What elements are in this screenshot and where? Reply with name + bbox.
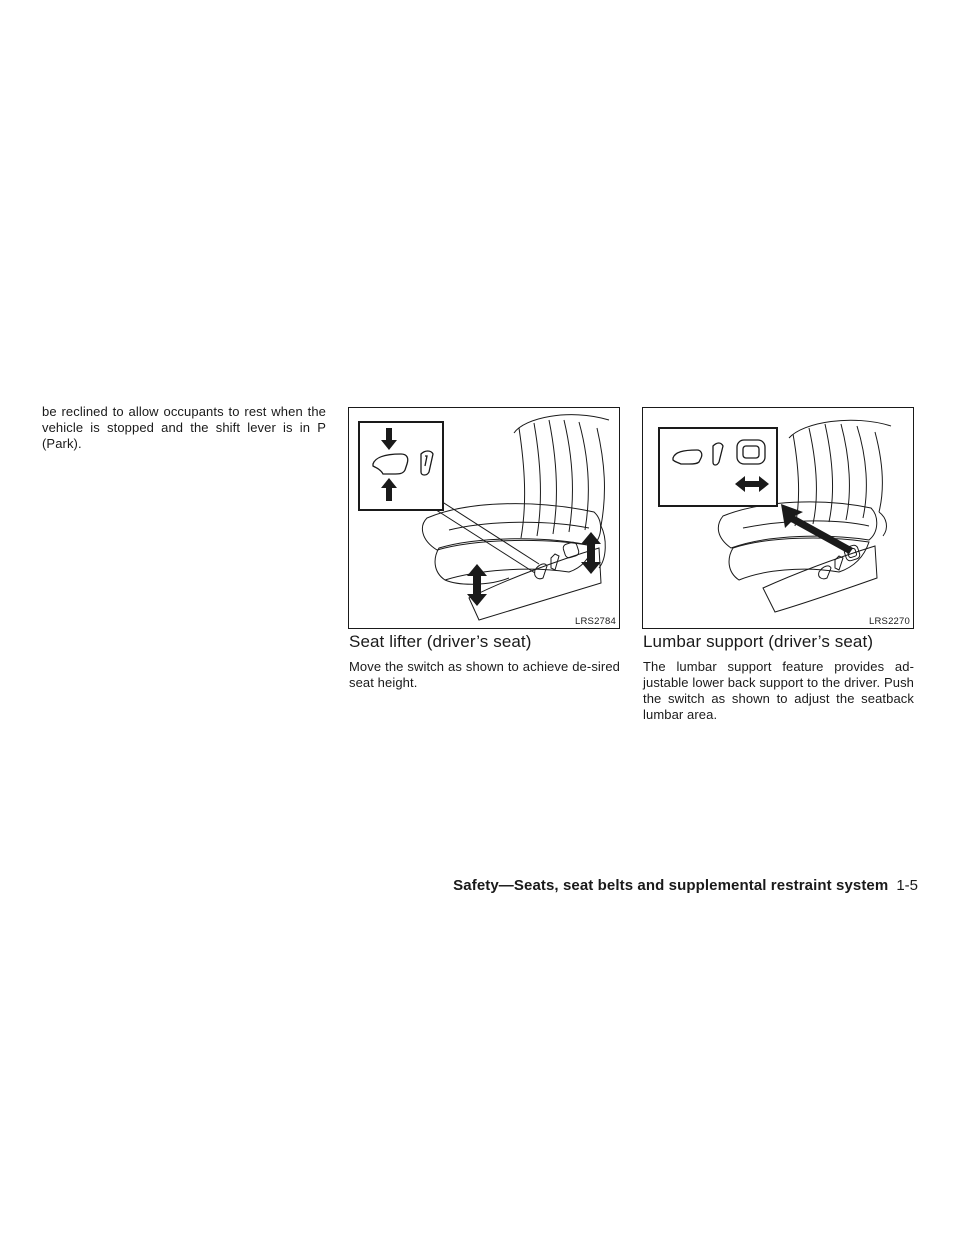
intro-paragraph: be reclined to allow occupants to rest when the vehicle is stopped and the shift lever is in P (Park). — [42, 404, 326, 451]
lumbar-support-drawing — [643, 408, 913, 628]
footer-section-title: Safety—Seats, seat belts and supplemental restraint system — [453, 877, 889, 894]
figure-code: LRS2270 — [868, 616, 910, 627]
lumbar-support-illustration — [642, 407, 914, 629]
seat-lifter-heading: Seat lifter (driver’s seat) — [349, 632, 532, 651]
lumbar-support-heading: Lumbar support (driver’s seat) — [643, 632, 874, 651]
figure-code: LRS2784 — [574, 616, 616, 627]
page-footer — [453, 877, 918, 895]
seat-lifter-illustration — [348, 407, 620, 629]
seat-lifter-paragraph: Move the switch as shown to achieve de-sired seat height. — [349, 659, 620, 690]
seat-lifter-drawing — [349, 408, 619, 628]
lumbar-support-paragraph: The lumbar support feature provides ad-justable lower back support to the driver. Push the switch as shown to adjust the seatback lumbar area. — [643, 659, 914, 722]
page-number: 1-5 — [896, 877, 918, 894]
